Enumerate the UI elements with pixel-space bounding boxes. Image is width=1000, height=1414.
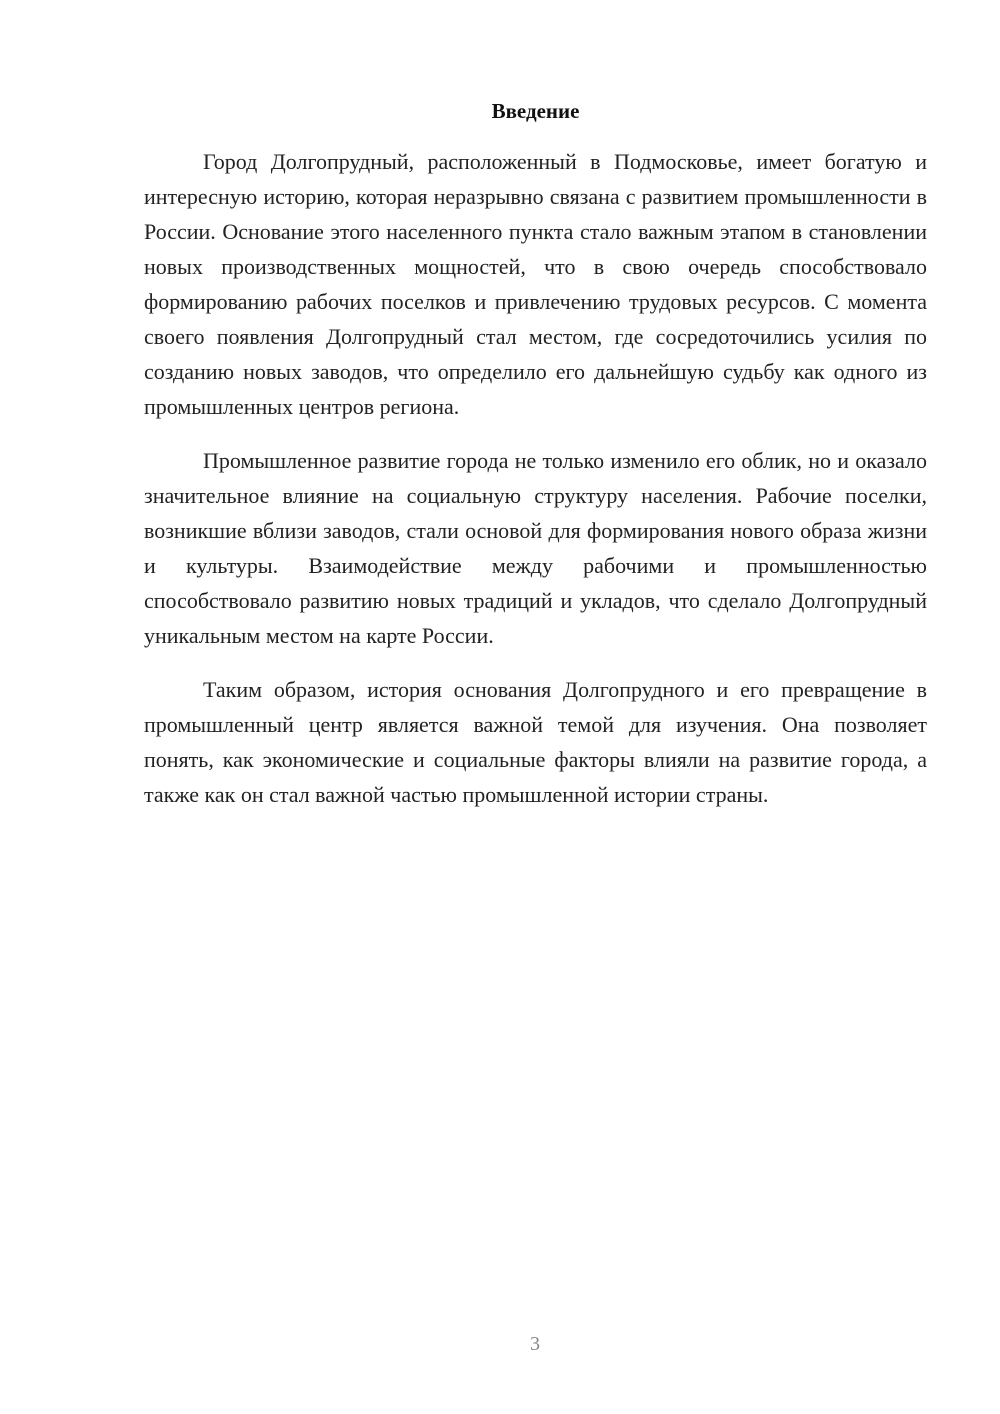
section-heading: Введение: [491, 99, 580, 123]
page-content: [144, 96, 927, 831]
paragraph-2: Промышленное развитие города не только изменило его облик, но и оказало значительное влияние на социальную структуру населения. Рабочие поселки, возникшие вблизи заводов, стали основой для формирования нового образа жизни и культуры. Взаимодействие между рабочими и промышленностью способствовало развитию новых традиций и укладов, что сделало Долгопрудный уникальным местом на карте России.: [144, 448, 927, 648]
page-number: 3: [530, 1333, 540, 1355]
paragraph-1: Город Долгопрудный, расположенный в Подмосковье, имеет богатую и интересную историю, которая неразрывно связана с развитием промышленности в России. Основание этого населенного пункта стало важным этапом в становлении новых производственных мощностей, что в свою очередь способствовало формированию рабочих поселков и привлечению трудовых ресурсов. С момента своего появления Долгопрудный стал местом, где сосредоточились усилия по созданию новых заводов, что определило его дальнейшую судьбу как одного из промышленных центров региона.: [144, 149, 927, 419]
paragraph-3: Таким образом, история основания Долгопрудного и его превращение в промышленный центр является важной темой для изучения. Она позволяет понять, как экономические и социальные факторы влияли на развитие города, а также как он стал важной частью промышленной истории страны.: [144, 677, 927, 807]
